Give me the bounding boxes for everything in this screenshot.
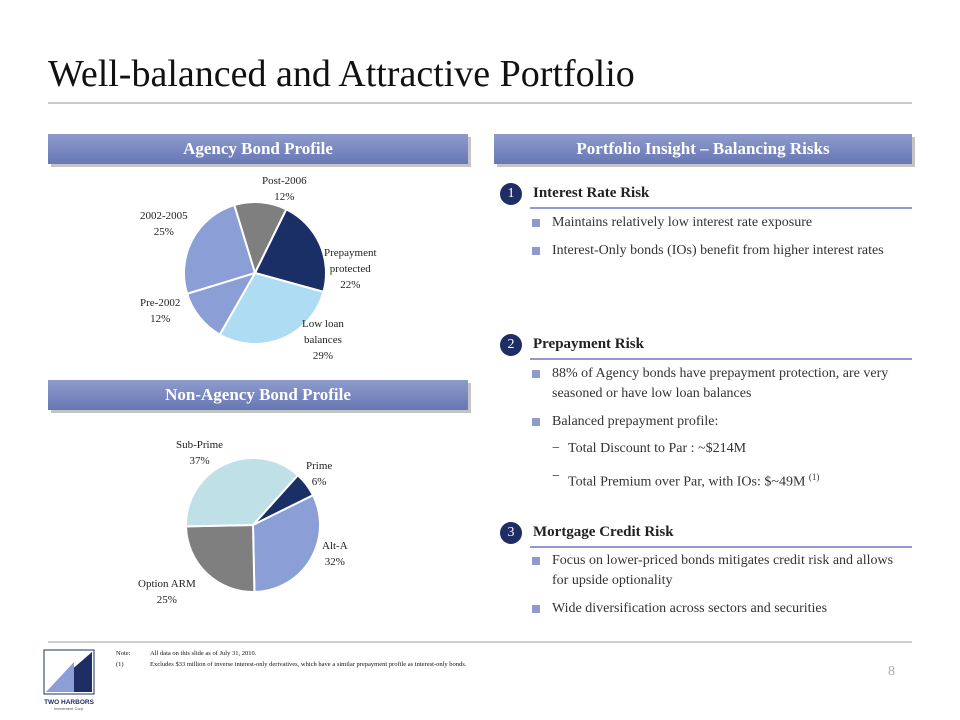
footnote-ref: (1) bbox=[808, 472, 820, 482]
note-text: All data on this slide as of July 31, 2010. bbox=[150, 650, 257, 657]
agency-label-low-loan: Low loan balances 29% bbox=[302, 318, 344, 362]
risk-1-bullet-2: Interest-Only bonds (IOs) benefit from higher interest rates bbox=[552, 241, 912, 261]
bullet-square-icon bbox=[532, 605, 540, 613]
bullet-square-icon bbox=[532, 557, 540, 565]
agency-label-2002-2005: 2002-2005 25% bbox=[140, 210, 188, 238]
risk-1-bullet-1: Maintains relatively low interest rate exposure bbox=[552, 213, 912, 233]
agency-label-pre-2002: Pre-2002 12% bbox=[140, 297, 181, 325]
risk-3-title: Mortgage Credit Risk bbox=[533, 524, 674, 540]
bullet-square-icon bbox=[532, 219, 540, 227]
agency-banner: Agency Bond Profile bbox=[48, 134, 468, 164]
risk-2-rule bbox=[530, 358, 912, 360]
non-agency-banner: Non-Agency Bond Profile bbox=[48, 380, 468, 410]
footnote-1-text: Excludes $33 million of inverse interest-only derivatives, which have a similar prepayment profile as interest-only bonds. bbox=[150, 661, 467, 668]
agency-label-post-2006: Post-2006 12% bbox=[262, 175, 307, 203]
footer-divider bbox=[48, 641, 912, 643]
risk-1-title: Interest Rate Risk bbox=[533, 185, 650, 201]
risk-3-rule bbox=[530, 546, 912, 548]
risk-2-bullet-1: 88% of Agency bonds have prepayment protection, are very seasoned or have low loan balances bbox=[552, 364, 912, 404]
non-agency-label-option-arm: Option ARM 25% bbox=[138, 578, 196, 606]
page-title: Well-balanced and Attractive Portfolio bbox=[48, 53, 635, 95]
bullet-square-icon bbox=[532, 370, 540, 378]
note-label: Note: bbox=[116, 650, 131, 657]
non-agency-label-alt-a: Alt-A 32% bbox=[322, 540, 348, 568]
agency-label-prepayment: Prepayment protected 22% bbox=[324, 247, 377, 291]
footnote-1-label: (1) bbox=[116, 661, 124, 668]
risk-1-rule bbox=[530, 207, 912, 209]
insight-banner: Portfolio Insight – Balancing Risks bbox=[494, 134, 912, 164]
risk-2-bullet-2: Balanced prepayment profile: bbox=[552, 412, 912, 432]
non-agency-label-prime: Prime 6% bbox=[306, 460, 333, 488]
bullet-square-icon bbox=[532, 418, 540, 426]
risk-3-bullet-2: Wide diversification across sectors and securities bbox=[552, 599, 912, 619]
bullet-square-icon bbox=[532, 247, 540, 255]
risk-1-number: 1 bbox=[500, 183, 522, 205]
non-agency-label-sub-prime: Sub-Prime 37% bbox=[176, 439, 224, 467]
two-harbors-logo bbox=[34, 648, 104, 712]
risk-2-title: Prepayment Risk bbox=[533, 336, 644, 352]
page-number: 8 bbox=[888, 664, 895, 679]
non-agency-pie-slice-2 bbox=[186, 525, 254, 592]
logo-name: TWO HARBORS bbox=[44, 699, 94, 706]
risk-2-number: 2 bbox=[500, 334, 522, 356]
risk-3-bullet-1: Focus on lower-priced bonds mitigates credit risk and allows for upside optionality bbox=[552, 551, 912, 591]
logo-sub: Investment Corp. bbox=[53, 706, 85, 711]
risk-3-number: 3 bbox=[500, 522, 522, 544]
